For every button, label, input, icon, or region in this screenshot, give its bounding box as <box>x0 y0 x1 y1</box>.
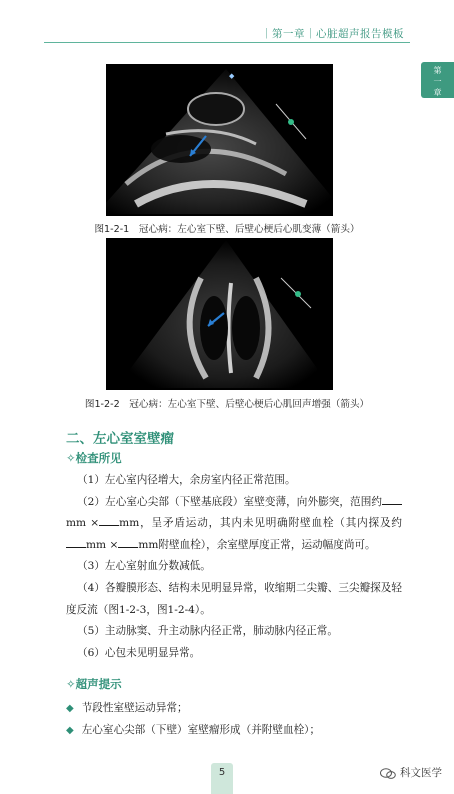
finding-2-part-a: （2）左心室心尖部（下壁基底段）室壁变薄，向外膨突，范围约 <box>77 495 382 508</box>
blank-4 <box>118 536 138 548</box>
finding-1: （1）左心室内径增大，余房室内径正常范围。 <box>77 474 296 486</box>
chapter-side-tab <box>421 62 454 98</box>
finding-2-part-e: mm附壁血栓），余室壁厚度正常，运动幅度尚可。 <box>138 538 376 551</box>
diamond-bullet-icon: ◆ <box>66 725 74 736</box>
findings-heading: ✧检查所见 <box>66 451 122 465</box>
header-chapter-title: ｜第一章｜心脏超声报告模板 <box>261 28 404 40</box>
finding-6: （6）心包未见明显异常。 <box>77 646 201 659</box>
hint-item-1 <box>66 700 188 715</box>
side-tab-line2: 一 <box>433 77 442 86</box>
header-rule <box>44 42 410 43</box>
side-tab-line3: 章 <box>433 88 442 97</box>
figure-1-caption: 图1-2-1 冠心病：左心室下壁、后壁心梗后心肌变薄（箭头） <box>94 224 360 235</box>
echo-image-2 <box>106 238 333 390</box>
blank-1 <box>382 493 402 505</box>
watermark <box>380 765 442 780</box>
finding-2-part-d: mm × <box>86 538 119 551</box>
figure-2-caption: 图1-2-2 冠心病：左心室下壁、后壁心梗后心肌回声增强（箭头） <box>84 399 370 410</box>
page-number: 5 <box>211 763 233 794</box>
hint-heading: ✧超声提示 <box>66 677 122 691</box>
echo-image-1 <box>106 64 333 216</box>
blank-3 <box>66 536 86 548</box>
findings-text <box>66 470 402 664</box>
section-title: 二、左心室室壁瘤 <box>66 431 174 447</box>
finding-4: （4）各瓣膜形态、结构未见明显异常，收缩期二尖瓣、三尖瓣探及轻度反流（图1-2-3，图1-2-4）。 <box>66 581 402 616</box>
finding-3: （3）左心室射血分数减低。 <box>77 560 211 573</box>
hint-item-1-text: 节段性室壁运动异常； <box>81 702 188 714</box>
side-tab-line1: 第 <box>433 66 442 75</box>
hint-item-2 <box>66 722 320 737</box>
watermark-text: 科文医学 <box>400 767 442 779</box>
finding-5: （5）主动脉窦、升主动脉内径正常，肺动脉内径正常。 <box>77 625 338 638</box>
svg-text:◆: ◆ <box>229 72 235 80</box>
diamond-bullet-icon: ◆ <box>66 703 74 714</box>
finding-2-part-b: mm × <box>66 517 100 530</box>
finding-2-part-c: mm，呈矛盾运动，其内未见明确附壁血栓（其内探及约 <box>119 517 402 530</box>
hint-item-2-text: 左心室心尖部（下壁）室壁瘤形成（并附壁血栓）； <box>81 724 321 736</box>
finding-2 <box>66 492 402 557</box>
blank-2 <box>99 514 119 526</box>
wechat-icon <box>380 768 396 779</box>
running-header <box>0 0 454 46</box>
